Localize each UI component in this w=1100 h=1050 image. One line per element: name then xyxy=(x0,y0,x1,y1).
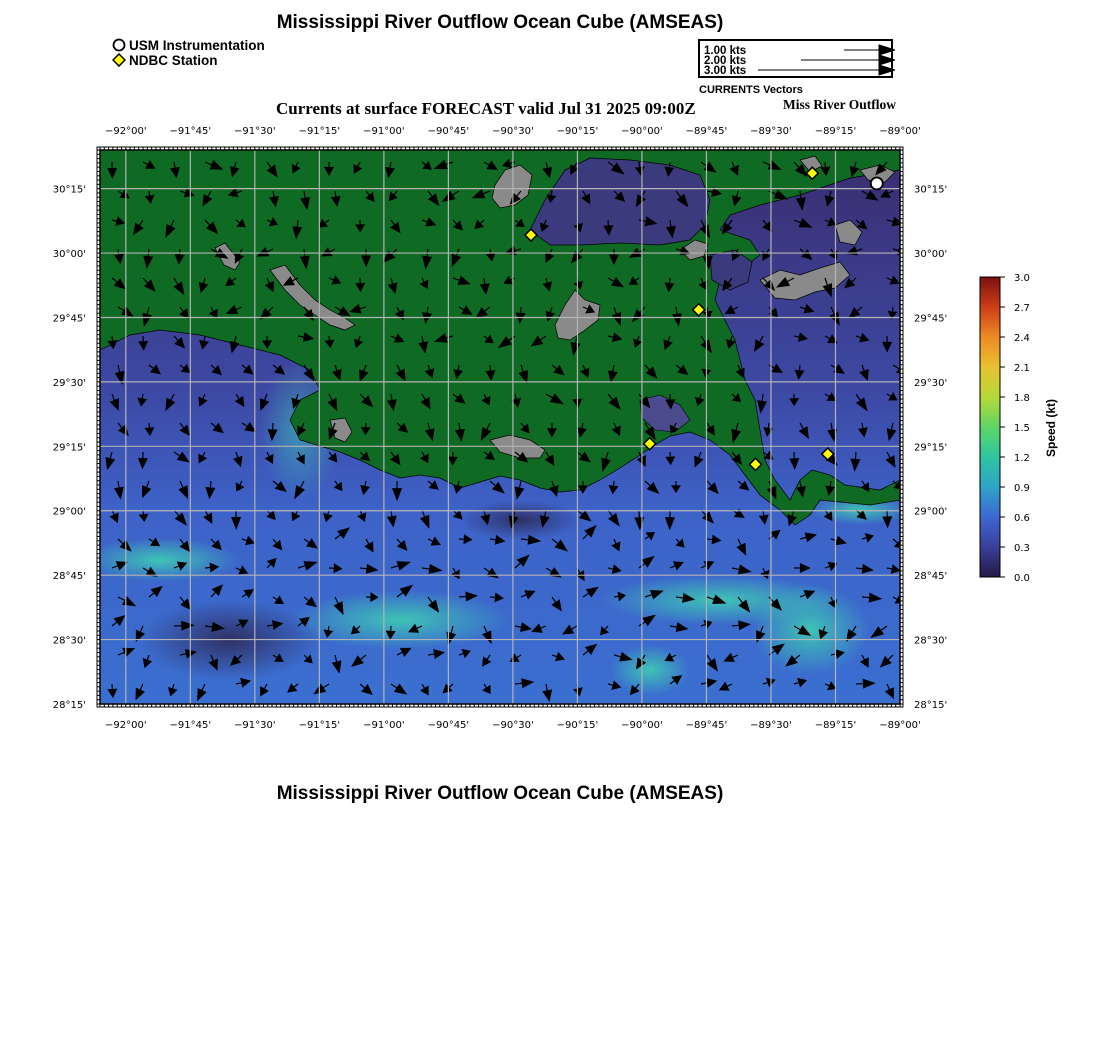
colorbar-tick-label: 0.3 xyxy=(1014,543,1030,554)
lat-tick-label: 28°45' xyxy=(914,571,948,583)
vector-shaft xyxy=(707,539,712,540)
map-title-repeat: Mississippi River Outflow Ocean Cube (AMSEAS) xyxy=(276,783,724,804)
lon-tick-label: −90°15' xyxy=(556,720,599,731)
colorbar-ramp xyxy=(980,277,1000,577)
colorbar-tick-label: 1.5 xyxy=(1014,423,1030,434)
lon-tick-label: −89°45' xyxy=(685,126,728,137)
vector-shaft xyxy=(732,625,739,626)
vector-shaft xyxy=(515,683,522,684)
lat-tick-label: 28°15' xyxy=(914,700,948,711)
lon-tick-label: −91°30' xyxy=(234,720,276,731)
lat-tick-label: 29°15' xyxy=(914,442,948,454)
usm-instrument-marker[interactable] xyxy=(871,177,883,189)
region-label: Miss River Outflow xyxy=(783,97,896,112)
colorbar-tick-label: 1.2 xyxy=(1014,453,1030,464)
lon-tick-label: −90°30' xyxy=(492,126,534,137)
lon-tick-label: −91°45' xyxy=(169,720,212,731)
vector-shaft xyxy=(142,394,143,398)
lon-tick-label: −90°30' xyxy=(492,720,534,731)
latitude-labels-right xyxy=(914,185,947,711)
vector-key-label-2: 2.00 kts xyxy=(704,55,747,67)
vector-shaft xyxy=(484,278,485,284)
lon-tick-label: −89°00' xyxy=(879,126,921,137)
forecast-subtitle: Currents at surface FORECAST valid Jul 31 2025 09:00Z xyxy=(276,99,696,118)
vector-shaft xyxy=(335,191,336,197)
colorbar-svg xyxy=(970,268,1080,588)
colorbar-tick-label: 1.8 xyxy=(1014,393,1030,404)
lon-tick-label: −89°45' xyxy=(685,720,728,731)
colorbar-tick-label: 2.1 xyxy=(1014,363,1030,374)
longitude-labels-bottom xyxy=(105,720,921,731)
vector-key-label-3: 3.00 kts xyxy=(704,65,747,77)
lon-tick-label: −90°15' xyxy=(556,126,599,137)
lat-tick-label: 30°15' xyxy=(52,184,86,196)
lon-tick-label: −92°00' xyxy=(105,126,147,137)
lon-tick-label: −89°30' xyxy=(750,126,792,137)
colorbar-tick-label: 0.0 xyxy=(1014,573,1030,584)
vector-shaft xyxy=(210,481,211,487)
vector-shaft xyxy=(707,307,708,311)
lat-tick-label: 30°00' xyxy=(914,249,948,261)
lat-tick-label: 30°15' xyxy=(914,184,948,196)
vector-key-label-1: 1.00 kts xyxy=(704,45,747,57)
vector-shaft xyxy=(521,539,528,540)
lon-tick-label: −91°00' xyxy=(363,126,405,137)
map-title: Mississippi River Outflow Ocean Cube (AMSEAS) xyxy=(276,12,724,33)
lon-tick-label: −91°45' xyxy=(169,126,212,137)
vector-shaft xyxy=(669,278,670,283)
lat-tick-label: 29°45' xyxy=(52,313,86,325)
lat-tick-label: 29°00' xyxy=(914,506,948,518)
colorbar-title: Speed (kt) xyxy=(1044,398,1058,458)
vector-shaft xyxy=(639,162,640,167)
lon-tick-label: −90°45' xyxy=(427,720,470,731)
lon-tick-label: −89°15' xyxy=(814,126,857,137)
lat-tick-label: 29°45' xyxy=(914,313,948,325)
lon-tick-label: −90°45' xyxy=(427,126,470,137)
vector-shaft xyxy=(862,597,869,598)
colorbar-tick-label: 3.0 xyxy=(1014,273,1030,284)
colorbar-tick-label: 0.9 xyxy=(1014,483,1030,494)
vector-shaft xyxy=(551,191,552,195)
lat-tick-label: 28°45' xyxy=(52,571,86,583)
vector-shaft xyxy=(830,481,831,486)
lon-tick-label: −90°00' xyxy=(621,720,663,731)
lon-tick-label: −91°15' xyxy=(298,720,341,731)
latitude-labels-left xyxy=(53,185,86,711)
vector-shaft xyxy=(800,191,801,198)
speed-highlight xyxy=(290,590,510,650)
lat-tick-label: 28°30' xyxy=(52,635,86,647)
vector-shaft xyxy=(862,423,863,428)
vector-shaft xyxy=(297,220,298,227)
vector-shaft xyxy=(490,539,495,540)
vector-shaft xyxy=(328,626,329,630)
lon-tick-label: −91°00' xyxy=(363,720,405,731)
longitude-labels-top xyxy=(105,126,921,137)
vector-shaft xyxy=(856,568,862,569)
lat-tick-label: 28°30' xyxy=(914,635,948,647)
slow-water-patch xyxy=(460,500,580,540)
colorbar-tick-label: 2.7 xyxy=(1014,303,1030,314)
lat-tick-label: 29°15' xyxy=(52,442,86,454)
lon-tick-label: −91°30' xyxy=(234,126,276,137)
lon-tick-label: −89°00' xyxy=(879,720,921,731)
lat-tick-label: 29°30' xyxy=(914,377,948,389)
vector-shaft xyxy=(855,452,856,459)
colorbar-tick-label: 0.6 xyxy=(1014,513,1030,524)
lon-tick-label: −89°15' xyxy=(814,720,857,731)
colorbar-ticks xyxy=(1000,273,1030,584)
vector-shaft xyxy=(768,423,769,428)
vector-key-caption: CURRENTS Vectors xyxy=(699,84,803,96)
lat-tick-label: 29°30' xyxy=(52,377,86,389)
legend-usm-label: USM Instrumentation xyxy=(129,38,265,53)
vector-shaft xyxy=(149,191,150,195)
speed-highlight xyxy=(750,585,870,675)
vector-shaft xyxy=(614,596,618,597)
lat-tick-label: 29°00' xyxy=(52,506,86,518)
lat-tick-label: 30°00' xyxy=(52,249,86,261)
colorbar-tick-label: 2.4 xyxy=(1014,333,1030,344)
vector-shaft xyxy=(669,162,670,167)
lon-tick-label: −92°00' xyxy=(105,720,147,731)
speed-colorbar xyxy=(970,268,1080,593)
vector-shaft xyxy=(360,568,366,569)
lon-tick-label: −89°30' xyxy=(750,720,792,731)
legend-ndbc-label: NDBC Station xyxy=(129,53,218,68)
lon-tick-label: −90°00' xyxy=(621,126,663,137)
lon-tick-label: −91°15' xyxy=(298,126,341,137)
lat-tick-label: 28°15' xyxy=(52,700,86,711)
map-canvas xyxy=(80,150,910,704)
